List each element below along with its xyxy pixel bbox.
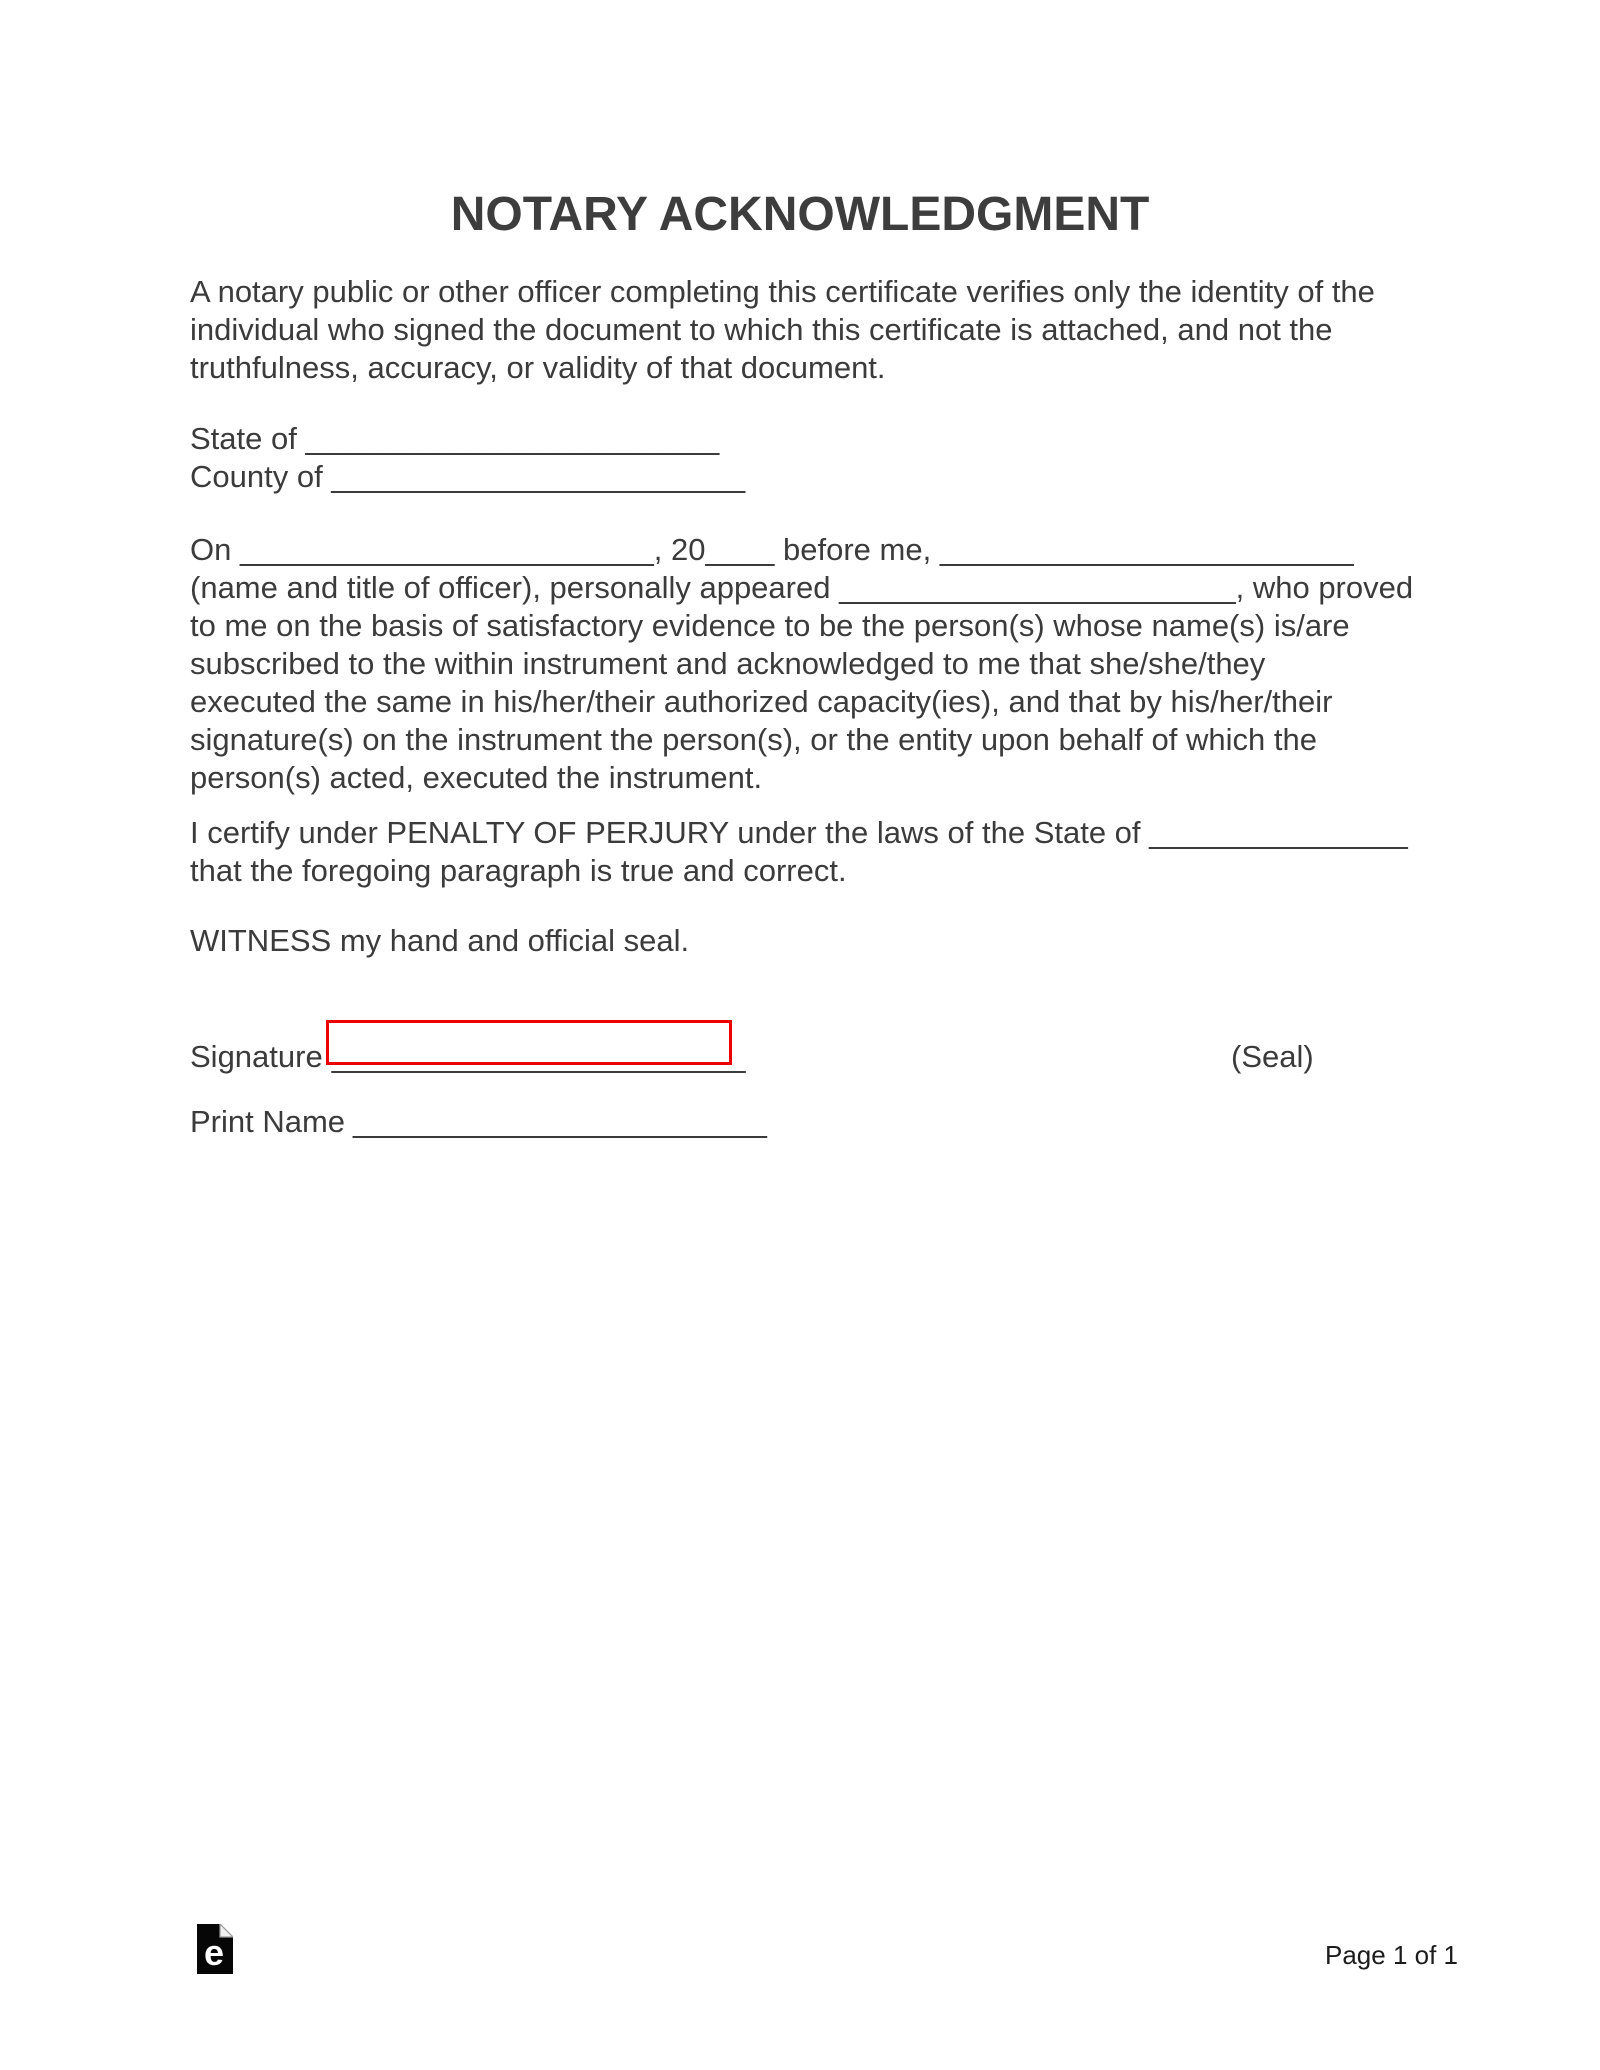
intro-line: A notary public or other officer completing this certificate verifies only the identity of the xyxy=(190,274,1375,309)
seal-label: (Seal) xyxy=(1231,1039,1314,1074)
jurisdiction-block xyxy=(190,420,1450,496)
signature-blank: ________________________ xyxy=(331,1039,746,1074)
signature-field-highlight[interactable] xyxy=(326,1020,732,1065)
intro-line: truthfulness, accuracy, or validity of that document. xyxy=(190,350,886,385)
acknowledgment-line: to me on the basis of satisfactory evidence to be the person(s) whose name(s) is/are xyxy=(190,608,1350,643)
signature-row xyxy=(190,1038,1450,1083)
acknowledgment-line: On ________________________, 20____ before me, ________________________ xyxy=(190,532,1354,567)
page-title: NOTARY ACKNOWLEDGMENT xyxy=(450,188,1150,241)
acknowledgment-line: person(s) acted, executed the instrument. xyxy=(190,760,763,795)
eforms-logo-icon xyxy=(197,1924,233,1974)
perjury-paragraph xyxy=(190,814,1450,890)
page-indicator: Page 1 of 1 xyxy=(1325,1940,1458,1970)
acknowledgment-paragraph xyxy=(190,531,1450,797)
acknowledgment-line: subscribed to the within instrument and acknowledged to me that she/she/they xyxy=(190,646,1266,681)
acknowledgment-line: executed the same in his/her/their authorized capacity(ies), and that by his/her/their xyxy=(190,684,1333,719)
print-name-row xyxy=(190,1103,1450,1141)
print-name-label: Print Name xyxy=(190,1104,346,1139)
county-of-line: County of ________________________ xyxy=(190,459,746,494)
intro-line: individual who signed the document to which this certificate is attached, and not the xyxy=(190,312,1333,347)
acknowledgment-line: signature(s) on the instrument the person(s), or the entity upon behalf of which the xyxy=(190,722,1317,757)
logo-letter: e xyxy=(204,1932,225,1973)
acknowledgment-line: (name and title of officer), personally appeared _______________________, who proved xyxy=(190,570,1414,605)
intro-paragraph xyxy=(190,273,1450,387)
state-of-line: State of ________________________ xyxy=(190,421,720,456)
perjury-line: I certify under PENALTY OF PERJURY under the laws of the State of _______________ xyxy=(190,815,1408,850)
print-name-blank: ________________________ xyxy=(353,1104,767,1139)
perjury-line: that the foregoing paragraph is true and correct. xyxy=(190,853,847,888)
signature-label: Signature xyxy=(190,1039,323,1074)
witness-line: WITNESS my hand and official seal. xyxy=(190,923,690,958)
